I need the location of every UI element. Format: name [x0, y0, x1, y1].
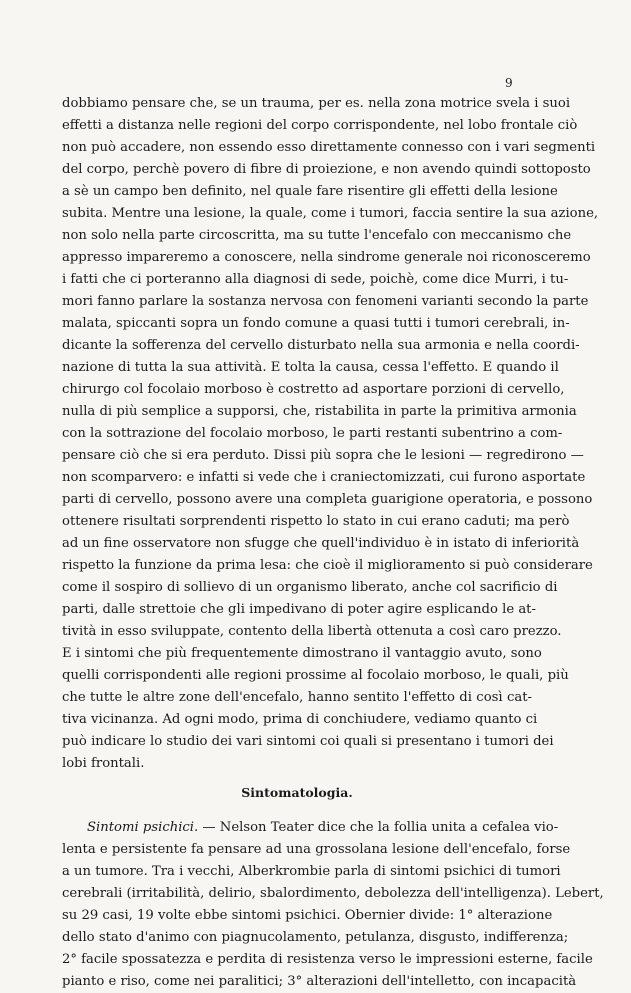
text-line: 2° facile spossatezza e perdita di resistenza verso le impressioni esterne, facile — [62, 952, 593, 967]
text-line: non può accadere, non essendo esso direttamente connesso con i vari segmenti — [62, 140, 596, 155]
text-line: lenta e persistente fa pensare ad una grossolana lesione dell'encefalo, forse — [62, 842, 571, 857]
page-number: 9 — [505, 76, 513, 90]
text-line: tività in esso sviluppate, contento della libertà ottenuta a così caro prezzo. — [62, 624, 562, 639]
text-line: parti, dalle strettoie che gli impedivano di poter agire esplicando le at- — [62, 602, 536, 617]
text-line: a un tumore. Tra i vecchi, Alberkrombie parla di sintomi psichici di tumori — [62, 864, 561, 879]
text-line: quelli corrispondenti alle regioni prossime al focolaio morboso, le quali, più — [62, 668, 569, 683]
text-line: malata, spiccanti sopra un fondo comune a quasi tutti i tumori cerebrali, in- — [62, 316, 570, 331]
text-line: i fatti che ci porteranno alla diagnosi di sede, poichè, come dice Murri, i tu- — [62, 272, 569, 287]
paragraph-1 — [62, 93, 599, 775]
text-line: del corpo, perchè povero di fibre di proiezione, e non avendo quindi sottoposto — [62, 162, 591, 177]
text-line: rispetto la funzione da prima lesa: che cioè il miglioramento si può considerare — [62, 558, 593, 573]
text-line: cerebrali (irritabilità, delirio, sbalordimento, debolezza dell'intelligenza). Lebert, — [62, 886, 604, 901]
text-line: chirurgo col focolaio morboso è costretto ad asportare porzioni di cervello, — [62, 382, 565, 397]
text-line: appresso impareremo a conoscere, nella sindrome generale noi riconosceremo — [62, 250, 591, 265]
text-line: nulla di più semplice a supporsi, che, ristabilita in parte la primitiva armonia — [62, 404, 577, 419]
paragraph-2 — [62, 817, 604, 993]
body-text — [62, 93, 604, 993]
text-line: dello stato d'animo con piagnucolamento, petulanza, disgusto, indifferenza; — [62, 930, 569, 945]
text-line: che tutte le altre zone dell'encefalo, hanno sentito l'effetto di così cat- — [62, 690, 532, 705]
text-line: E i sintomi che più frequentemente dimostrano il vantaggio avuto, sono — [62, 646, 542, 661]
section-heading: Sintomatologia. — [241, 785, 353, 800]
text-line: può indicare lo studio dei vari sintomi coi quali si presentano i tumori dei — [62, 734, 554, 749]
text-line: non scomparvero: e infatti si vede che i craniectomizzati, cui furono asportate — [62, 470, 586, 485]
text-line: effetti a distanza nelle regioni del corpo corrispondente, nel lobo frontale ciò — [62, 118, 578, 133]
text-line: lobi frontali. — [62, 756, 145, 771]
text-line: con la sottrazione del focolaio morboso, le parti restanti subentrino a com- — [62, 426, 563, 441]
text-line: ad un fine osservatore non sfugge che quell'individuo è in istato di inferiorità — [62, 536, 580, 551]
text-line: su 29 casi, 19 volte ebbe sintomi psichici. Obernier divide: 1° alterazione — [62, 908, 553, 923]
text-line: pianto e riso, come nei paralitici; 3° alterazioni dell'intelletto, con incapacità — [62, 974, 577, 989]
text-line: pensare ciò che si era perduto. Dissi più sopra che le lesioni — regredirono — — [62, 448, 584, 463]
text-line: parti di cervello, possono avere una completa guarigione operatoria, e possono — [62, 492, 593, 507]
subsection-title: Sintomi psichici. — [87, 820, 199, 835]
text-line: come il sospiro di sollievo di un organismo liberato, anche col sacrificio di — [62, 580, 558, 595]
text-line: nazione di tutta la sua attività. E tolta la causa, cessa l'effetto. E quando il — [62, 360, 559, 375]
text-line: dobbiamo pensare che, se un trauma, per es. nella zona motrice svela i suoi — [62, 96, 571, 111]
text-line: ottenere risultati sorprendenti rispetto lo stato in cui erano caduti; ma però — [62, 514, 570, 529]
text-fragment: — Nelson Teater dice che la follia unita a cefalea vio- — [198, 820, 559, 835]
text-line: subita. Mentre una lesione, la quale, come i tumori, faccia sentire la sua azione, — [62, 206, 599, 221]
text-line: mori fanno parlare la sostanza nervosa con fenomeni varianti secondo la parte — [62, 294, 589, 309]
text-line: a sè un campo ben definito, nel quale fare risentire gli effetti della lesione — [62, 184, 558, 199]
text-line: non solo nella parte circoscritta, ma su tutte l'encefalo con meccanismo che — [62, 228, 572, 243]
text-line: dicante la sofferenza del cervello disturbato nella sua armonia e nella coordi- — [62, 338, 580, 353]
text-line: tiva vicinanza. Ad ogni modo, prima di conchiudere, vediamo quanto ci — [62, 712, 538, 727]
text-line — [62, 817, 559, 839]
